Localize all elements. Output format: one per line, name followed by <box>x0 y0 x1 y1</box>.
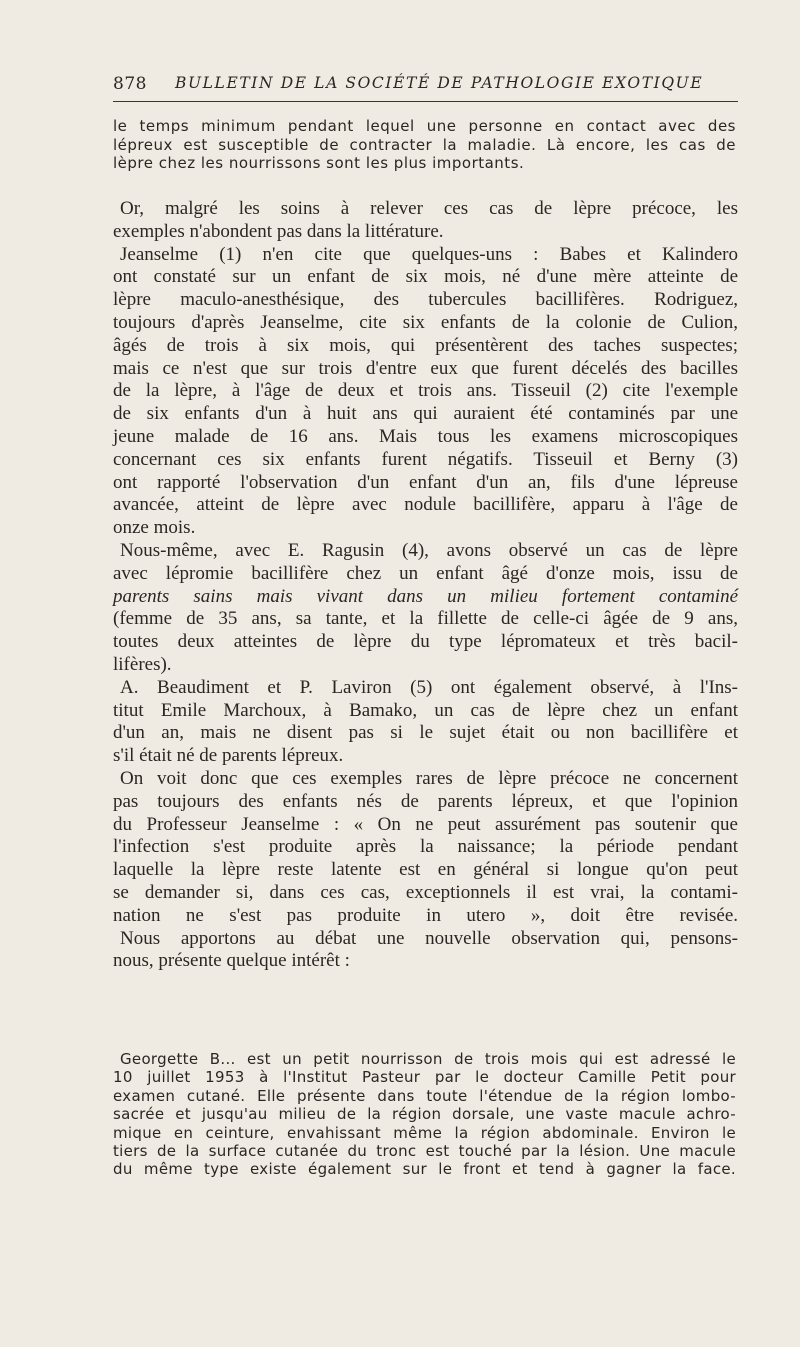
text-line: (femme de 35 ans, sa tante, et la fillette de celle-ci âgée de 9 ans, <box>113 608 738 630</box>
text-line: ont constaté sur un enfant de six mois, né d'une mère atteinte de <box>113 266 738 288</box>
text-line: Nous-même, avec E. Ragusin (4), avons observé un cas de lèpre <box>120 539 738 561</box>
text-line: 10 juillet 1953 à l'Institut Pasteur par le docteur Camille Petit pour <box>113 1068 736 1087</box>
text-line: onze mois. <box>113 517 196 539</box>
text-line: mais ce n'est que sur trois d'entre eux que furent décelés des bacilles <box>113 357 738 379</box>
text-line: de la lèpre, à l'âge de deux et trois ans. Tisseuil (2) cite l'exemple <box>113 380 738 402</box>
page-number: 878 <box>113 74 147 94</box>
text-line: avancée, atteint de lèpre avec nodule bacillifère, apparu à l'âge de <box>113 494 738 516</box>
text-line: l'infection s'est produite après la naissance; la période pendant <box>113 836 738 858</box>
text-line: nous, présente quelque intérêt : <box>113 950 350 972</box>
text-line: On voit donc que ces exemples rares de lèpre précoce ne concernent <box>120 767 738 789</box>
text-line: Nous apportons au débat une nouvelle observation qui, pensons- <box>120 927 738 949</box>
text-line: nation ne s'est pas produite in utero », doit être revisée. <box>113 904 738 926</box>
header-rule <box>113 101 738 102</box>
page-header <box>113 72 738 96</box>
text-line: examen cutané. Elle présente dans toute l'étendue de la région lombo- <box>113 1086 736 1105</box>
text-line: du même type existe également sur le front et tend à gagner la face. <box>113 1160 736 1179</box>
text-line: lèpre chez les nourrissons sont les plus importants. <box>113 154 525 173</box>
text-line: exemples n'abondent pas dans la littérature. <box>113 220 444 242</box>
text-line: toutes deux atteintes de lèpre du type lépromateux et très bacil- <box>113 631 738 653</box>
text-line: Georgette B... est un petit nourrisson de trois mois qui est adressé le <box>120 1050 736 1068</box>
text-line: ont rapporté l'observation d'un enfant d'un an, fils d'une lépreuse <box>113 471 738 493</box>
text-line: parents sains mais vivant dans un milieu fortement contaminé <box>113 585 738 607</box>
text-line: A. Beaudiment et P. Laviron (5) ont également observé, à l'Ins- <box>120 676 738 698</box>
text-line: se demander si, dans ces cas, exceptionnels il est vrai, la contami- <box>113 881 738 903</box>
text-line: de six enfants d'un à huit ans qui auraient été contaminés par une <box>113 403 738 425</box>
text-line: toujours d'après Jeanselme, cite six enfants de la colonie de Culion, <box>113 311 738 333</box>
text-line: concernant ces six enfants furent négatifs. Tisseuil et Berny (3) <box>113 448 738 470</box>
observation-paragraph <box>113 1050 736 1179</box>
text-line: Jeanselme (1) n'en cite que quelques-uns : Babes et Kalindero <box>120 243 738 265</box>
text-line: titut Emile Marchoux, à Bamako, un cas de lèpre chez un enfant <box>113 699 738 721</box>
text-line: lifères). <box>113 653 172 675</box>
text-line: du Professeur Jeanselme : « On ne peut assurément pas soutenir que <box>113 813 738 835</box>
intro-paragraph <box>113 117 736 173</box>
text-line: jeune malade de 16 ans. Mais tous les examens microscopiques <box>113 425 738 447</box>
text-line: le temps minimum pendant lequel une personne en contact avec des <box>113 117 736 135</box>
text-line: d'un an, mais ne disent pas si le sujet était ou non bacillifère et <box>113 722 738 744</box>
text-line: laquelle la lèpre reste latente est en général si longue qu'on peut <box>113 859 738 881</box>
text-line: pas toujours des enfants nés de parents lépreux, et que l'opinion <box>113 790 738 812</box>
text-line: âgés de trois à six mois, qui présentèrent des taches suspectes; <box>113 334 738 356</box>
running-title: BULLETIN DE LA SOCIÉTÉ DE PATHOLOGIE EXOTIQUE <box>175 74 704 92</box>
text-line: Or, malgré les soins à relever ces cas de lèpre précoce, les <box>120 198 738 219</box>
text-line: avec lépromie bacillifère chez un enfant âgé d'onze mois, issu de <box>113 562 738 584</box>
text-line: s'il était né de parents lépreux. <box>113 745 344 767</box>
text-line: mique en ceinture, envahissant même la région abdominale. Environ le <box>113 1123 736 1142</box>
main-text <box>113 198 738 973</box>
text-line: lèpre maculo-anesthésique, des tubercules bacillifères. Rodriguez, <box>113 289 738 311</box>
text-line: sacrée et jusqu'au milieu de la région dorsale, une vaste macule achro- <box>113 1105 736 1124</box>
text-line: tiers de la surface cutanée du tronc est touché par la lésion. Une macule <box>113 1142 736 1161</box>
text-line: lépreux est susceptible de contracter la maladie. Là encore, les cas de <box>113 135 736 154</box>
